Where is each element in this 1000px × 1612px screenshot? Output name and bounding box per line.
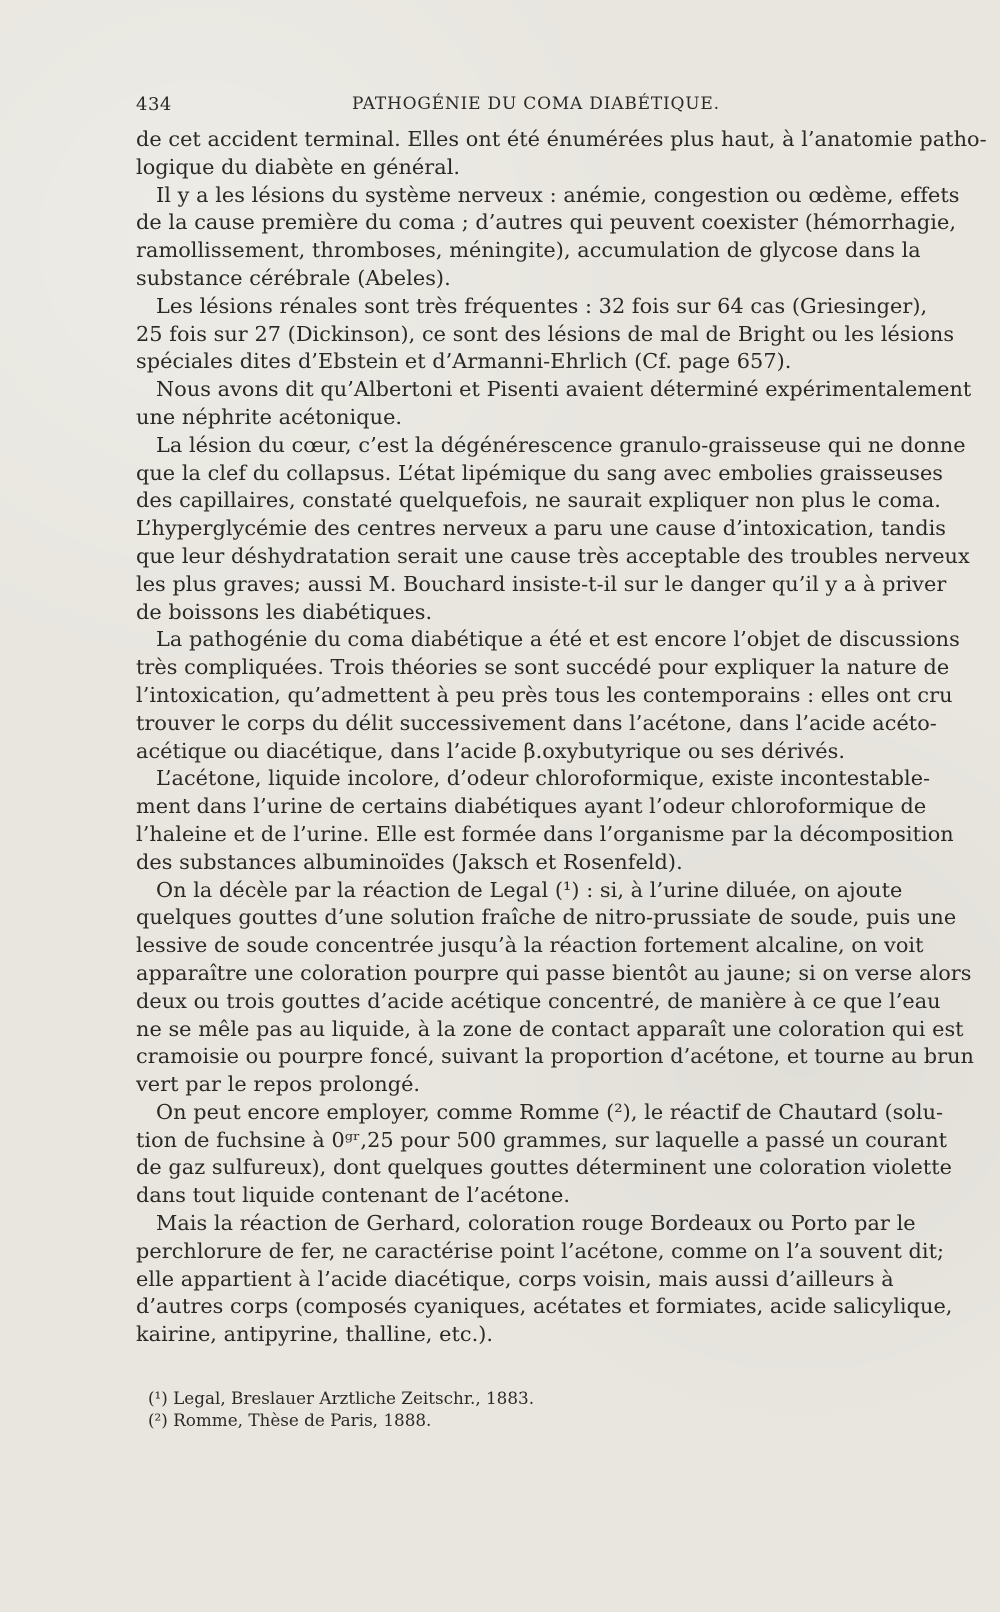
text-line: vert par le repos prolongé. xyxy=(136,1072,421,1097)
paragraph-line: La lésion du cœur, c’est la dégénérescence granulo-graisseuse qui ne donne xyxy=(156,432,966,457)
paragraph-line: Nous avons dit qu’Albertoni et Pisenti avaient déterminé expérimentalement xyxy=(156,377,972,402)
paragraph-line: On peut encore employer, comme Romme (²), le réactif de Chautard (solu- xyxy=(156,1099,944,1124)
text-line: que leur déshydratation serait une cause très acceptable des troubles nerveux xyxy=(136,543,970,568)
paragraph-line: L’acétone, liquide incolore, d’odeur chloroformique, existe incontestable- xyxy=(156,766,931,791)
text-line: ne se mêle pas au liquide, à la zone de contact apparaît une coloration qui est xyxy=(136,1016,964,1041)
text-line: L’hyperglycémie des centres nerveux a paru une cause d’intoxication, tandis xyxy=(136,516,947,541)
text-line: très compliquées. Trois théories se sont succédé pour expliquer la nature de xyxy=(136,655,950,680)
paragraph-line: Il y a les lésions du système nerveux : anémie, congestion ou œdème, effets xyxy=(156,182,960,207)
running-title: PATHOGÉNIE DU COMA DIABÉTIQUE. xyxy=(352,94,720,114)
text-line: elle appartient à l’acide diacétique, corps voisin, mais aussi d’ailleurs à xyxy=(136,1266,894,1291)
text-line: kairine, antipyrine, thalline, etc.). xyxy=(136,1322,494,1347)
text-line: de boissons les diabétiques. xyxy=(136,599,433,624)
text-line: d’autres corps (composés cyaniques, acétates et formiates, acide salicylique, xyxy=(136,1294,953,1319)
text-line: l’intoxication, qu’admettent à peu près tous les contemporains : elles ont cru xyxy=(136,682,953,707)
text-line: de cet accident terminal. Elles ont été énumérées plus haut, à l’anatomie patho- xyxy=(136,127,987,151)
text-line: que la clef du collapsus. L’état lipémique du sang avec embolies graisseuses xyxy=(136,460,944,485)
text-line: dans tout liquide contenant de l’acétone. xyxy=(136,1183,570,1208)
text-line: acétique ou diacétique, dans l’acide β.oxybutyrique ou ses dérivés. xyxy=(136,738,846,763)
text-line: les plus graves; aussi M. Bouchard insiste-t-il sur le danger qu’il y a à priver xyxy=(136,571,947,596)
paragraph-line: La pathogénie du coma diabétique a été et est encore l’objet de discussions xyxy=(156,627,960,652)
text-line: lessive de soude concentrée jusqu’à la réaction fortement alcaline, on voit xyxy=(136,933,924,958)
footnotes xyxy=(148,1387,568,1431)
paragraph-line: Mais la réaction de Gerhard, coloration rouge Bordeaux ou Porto par le xyxy=(156,1211,916,1236)
text-line: apparaître une coloration pourpre qui passe bientôt au jaune; si on verse alors xyxy=(136,960,972,985)
text-line: substance cérébrale (Abeles). xyxy=(136,265,451,290)
main-text xyxy=(136,126,987,1349)
page-number: 434 xyxy=(136,94,172,115)
text-line: des capillaires, constaté quelquefois, ne saurait expliquer non plus le coma. xyxy=(136,488,941,513)
text-line: une néphrite acétonique. xyxy=(136,404,403,429)
text-line: quelques gouttes d’une solution fraîche de nitro-prussiate de soude, puis une xyxy=(136,905,957,930)
text-line: de gaz sulfureux), dont quelques gouttes déterminent une coloration violette xyxy=(136,1155,953,1180)
text-line: de la cause première du coma ; d’autres qui peuvent coexister (hémorrhagie, xyxy=(136,210,956,235)
paragraph-line: On la décèle par la réaction de Legal (¹) : si, à l’urine diluée, on ajoute xyxy=(156,877,903,902)
footnote-romme: (²) Romme, Thèse de Paris, 1888. xyxy=(148,1410,432,1430)
footnote-legal: (¹) Legal, Breslauer Arztliche Zeitschr., 1883. xyxy=(148,1388,535,1408)
text-line: 25 fois sur 27 (Dickinson), ce sont des lésions de mal de Bright ou les lésions xyxy=(136,321,955,346)
text-line: perchlorure de fer, ne caractérise point l’acétone, comme on l’a souvent dit; xyxy=(136,1238,945,1263)
page-header xyxy=(136,94,946,118)
text-line: deux ou trois gouttes d’acide acétique concentré, de manière à ce que l’eau xyxy=(136,988,941,1013)
text-line: ramollissement, thromboses, méningite), accumulation de glycose dans la xyxy=(136,238,921,263)
text-line: des substances albuminoïdes (Jaksch et Rosenfeld). xyxy=(136,849,683,874)
paragraph-line: Les lésions rénales sont très fréquentes : 32 fois sur 64 cas (Griesinger), xyxy=(156,293,928,318)
text-line: spéciales dites d’Ebstein et d’Armanni-Ehrlich (Cf. page 657). xyxy=(136,349,792,374)
text-line: tion de fuchsine à 0ᵍʳ,25 pour 500 grammes, sur laquelle a passé un courant xyxy=(136,1127,948,1152)
text-line: logique du diabète en général. xyxy=(136,154,461,179)
text-line: cramoisie ou pourpre foncé, suivant la proportion d’acétone, et tourne au brun xyxy=(136,1044,974,1069)
text-line: l’haleine et de l’urine. Elle est formée dans l’organisme par la décomposition xyxy=(136,821,954,846)
text-line: ment dans l’urine de certains diabétiques ayant l’odeur chloroformique de xyxy=(136,794,927,819)
text-line: trouver le corps du délit successivement dans l’acétone, dans l’acide acéto- xyxy=(136,710,937,735)
